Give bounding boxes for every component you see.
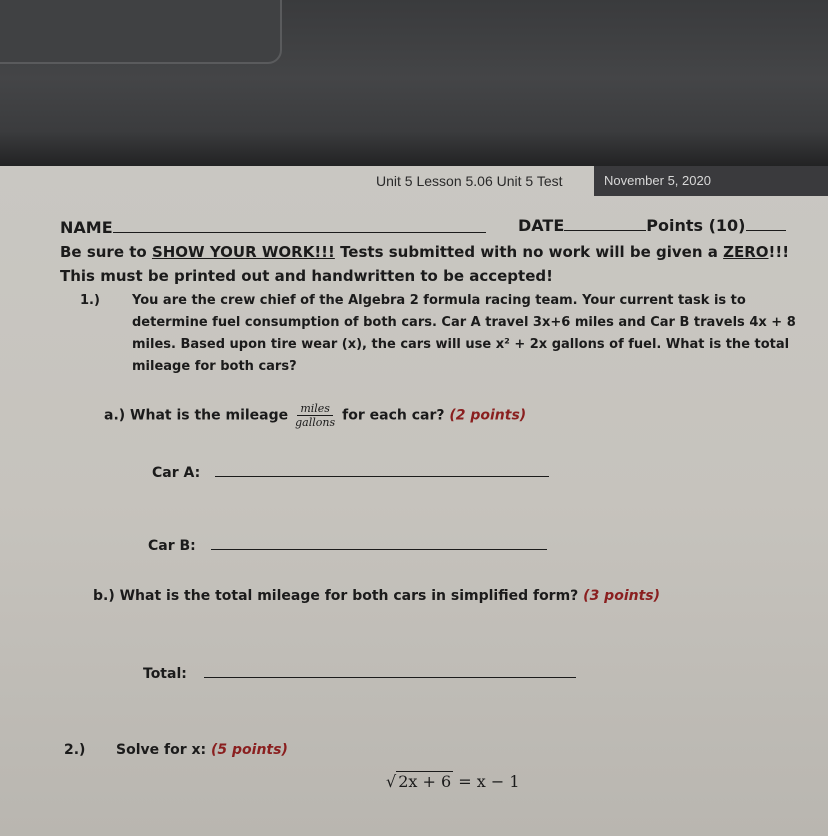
q2-number: 2.) [64,742,86,758]
q2-points: (5 points) [211,742,288,758]
test-title: Unit 5 Lesson 5.06 Unit 5 Test [376,173,563,189]
total-answer-line[interactable] [204,677,576,678]
car-b-answer-line[interactable] [211,549,547,550]
q2-equation [386,772,520,791]
car-a-answer-line[interactable] [215,476,549,477]
car-a-row [152,465,549,481]
test-paper [0,166,828,836]
zero-emphasis: ZERO [723,243,769,261]
total-row [143,666,576,682]
car-a-label: Car A: [152,465,201,481]
q1-number: 1.) [80,293,100,308]
q1a-points: (2 points) [449,407,527,424]
points-label: Points (10) [646,216,746,235]
q2-prompt: Solve for x: (5 points) [116,742,288,758]
total-label: Total: [143,666,187,682]
q1-line-1: You are the crew chief of the Algebra 2 formula racing team. Your current task is to [132,293,746,308]
name-line [113,232,486,233]
car-b-row [148,538,547,554]
laptop-corner [0,0,282,64]
date-line [564,230,646,231]
instruction-line-2: This must be printed out and handwritten to be accepted! [60,267,553,285]
mileage-fraction: $\frac{\text{miles}}{\text{gallons}}$ [295,402,336,429]
q1-line-3: miles. Based upon tire wear (x), the cars will use x² + 2x gallons of fuel. What is the total [132,337,790,352]
q1-line-4: mileage for both cars? [132,359,297,374]
show-work-emphasis: SHOW YOUR WORK!!! [151,243,335,261]
name-row [60,218,486,237]
q1-line-2: determine fuel consumption of both cars. Car A travel 3x+6 miles and Car B travels 4x + 8 [132,315,796,330]
equation-rhs: = x − 1 [453,772,520,791]
test-date: November 5, 2020 [594,166,828,196]
points-line [746,230,786,231]
name-label: NAME [60,218,113,237]
sqrt-icon: √ [386,772,397,791]
desk-background [0,0,828,175]
date-label: DATE [518,216,565,235]
q1b-prompt: b.) What is the total mileage for both cars in simplified form? (3 points) [93,588,661,604]
q1b-points: (3 points) [583,588,661,604]
car-b-label: Car B: [148,538,196,554]
radicand: 2x + 6 [398,772,452,791]
date-points-row [518,216,786,235]
instruction-line-1: Be sure to SHOW YOUR WORK!!! Tests submitted with no work will be given a ZERO!!! [60,243,790,261]
q1a-prompt: a.) What is the mileage $\frac{\text{miles}}{\text{gallons}}$ for each car? (2 points) [104,402,527,429]
